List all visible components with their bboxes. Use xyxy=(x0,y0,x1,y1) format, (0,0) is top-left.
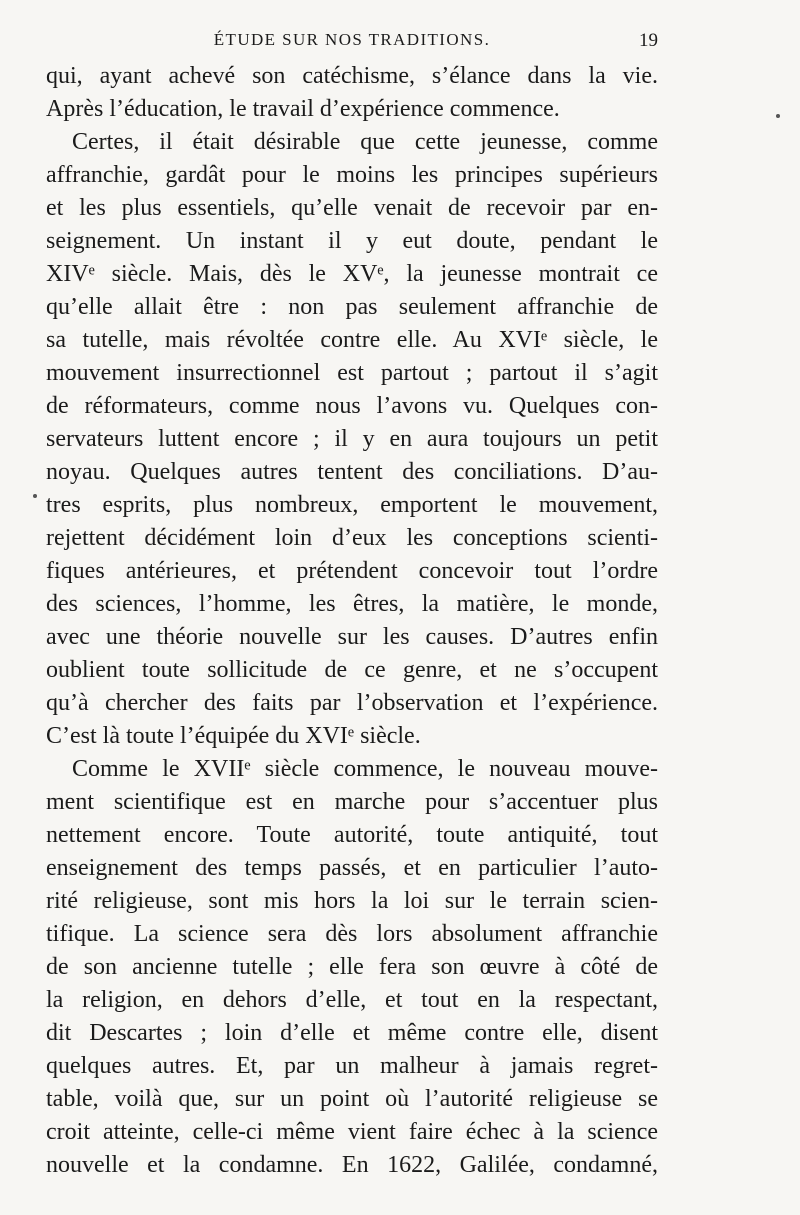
text-line: croit atteinte, celle-ci même vient faire échec à la science xyxy=(46,1119,658,1145)
text-line: la religion, en dehors d’elle, et tout en la respectant, xyxy=(46,987,658,1013)
text-line: enseignement des temps passés, et en particulier l’auto- xyxy=(46,855,658,881)
text-line: qu’à chercher des faits par l’observation et l’expérience. xyxy=(46,690,658,716)
text-line: noyau. Quelques autres tentent des conciliations. D’au- xyxy=(46,459,658,485)
text-line: C’est là toute l’équipée du XVIᵉ siècle. xyxy=(46,723,421,749)
text-line: seignement. Un instant il y eut doute, pendant le xyxy=(46,228,658,254)
text-line: Après l’éducation, le travail d’expérience commence. xyxy=(46,96,560,122)
page-number: 19 xyxy=(639,30,658,51)
text-line: dit Descartes ; loin d’elle et même contre elle, disent xyxy=(46,1020,658,1046)
page-body-text xyxy=(46,60,658,1182)
text-line: de son ancienne tutelle ; elle fera son œuvre à côté de xyxy=(46,954,658,980)
text-line: et les plus essentiels, qu’elle venait de recevoir par en- xyxy=(46,195,658,221)
text-line: qui, ayant achevé son catéchisme, s’élance dans la vie. xyxy=(46,63,658,89)
text-line: affranchie, gardât pour le moins les principes supérieurs xyxy=(46,162,658,188)
text-line: de réformateurs, comme nous l’avons vu. Quelques con- xyxy=(46,393,658,419)
text-line: fiques antérieures, et prétendent concevoir tout l’ordre xyxy=(46,558,658,584)
running-head: ÉTUDE SUR NOS TRADITIONS. xyxy=(213,30,491,49)
text-line: nouvelle et la condamne. En 1622, Galilée, condamné, xyxy=(46,1152,658,1178)
speck-mark xyxy=(776,114,780,118)
text-line: servateurs luttent encore ; il y en aura toujours un petit xyxy=(46,426,658,452)
text-line: des sciences, l’homme, les êtres, la matière, le monde, xyxy=(46,591,658,617)
speck-mark xyxy=(33,494,37,498)
text-line: tifique. La science sera dès lors absolument affranchie xyxy=(46,921,658,947)
text-line: mouvement insurrectionnel est partout ; partout il s’agit xyxy=(46,360,658,386)
text-line: quelques autres. Et, par un malheur à jamais regret- xyxy=(46,1053,658,1079)
text-line: ment scientifique est en marche pour s’accentuer plus xyxy=(46,789,658,815)
text-line: tres esprits, plus nombreux, emportent le mouvement, xyxy=(46,492,658,518)
text-line: Certes, il était désirable que cette jeunesse, comme xyxy=(72,129,658,155)
text-line: Comme le XVIIᵉ siècle commence, le nouveau mouve- xyxy=(72,756,658,782)
text-line: qu’elle allait être : non pas seulement affranchie de xyxy=(46,294,658,320)
text-line: avec une théorie nouvelle sur les causes. D’autres enfin xyxy=(46,624,658,650)
text-line: rejettent décidément loin d’eux les conceptions scienti- xyxy=(46,525,658,551)
text-line: sa tutelle, mais révoltée contre elle. Au XVIᵉ siècle, le xyxy=(46,327,658,353)
text-line: rité religieuse, sont mis hors la loi sur le terrain scien- xyxy=(46,888,658,914)
text-line: nettement encore. Toute autorité, toute antiquité, tout xyxy=(46,822,658,848)
text-line: table, voilà que, sur un point où l’autorité religieuse se xyxy=(46,1086,658,1112)
page-header xyxy=(46,30,658,58)
text-line: oublient toute sollicitude de ce genre, et ne s’occupent xyxy=(46,657,658,683)
text-line: XIVᵉ siècle. Mais, dès le XVᵉ, la jeunesse montrait ce xyxy=(46,261,658,287)
